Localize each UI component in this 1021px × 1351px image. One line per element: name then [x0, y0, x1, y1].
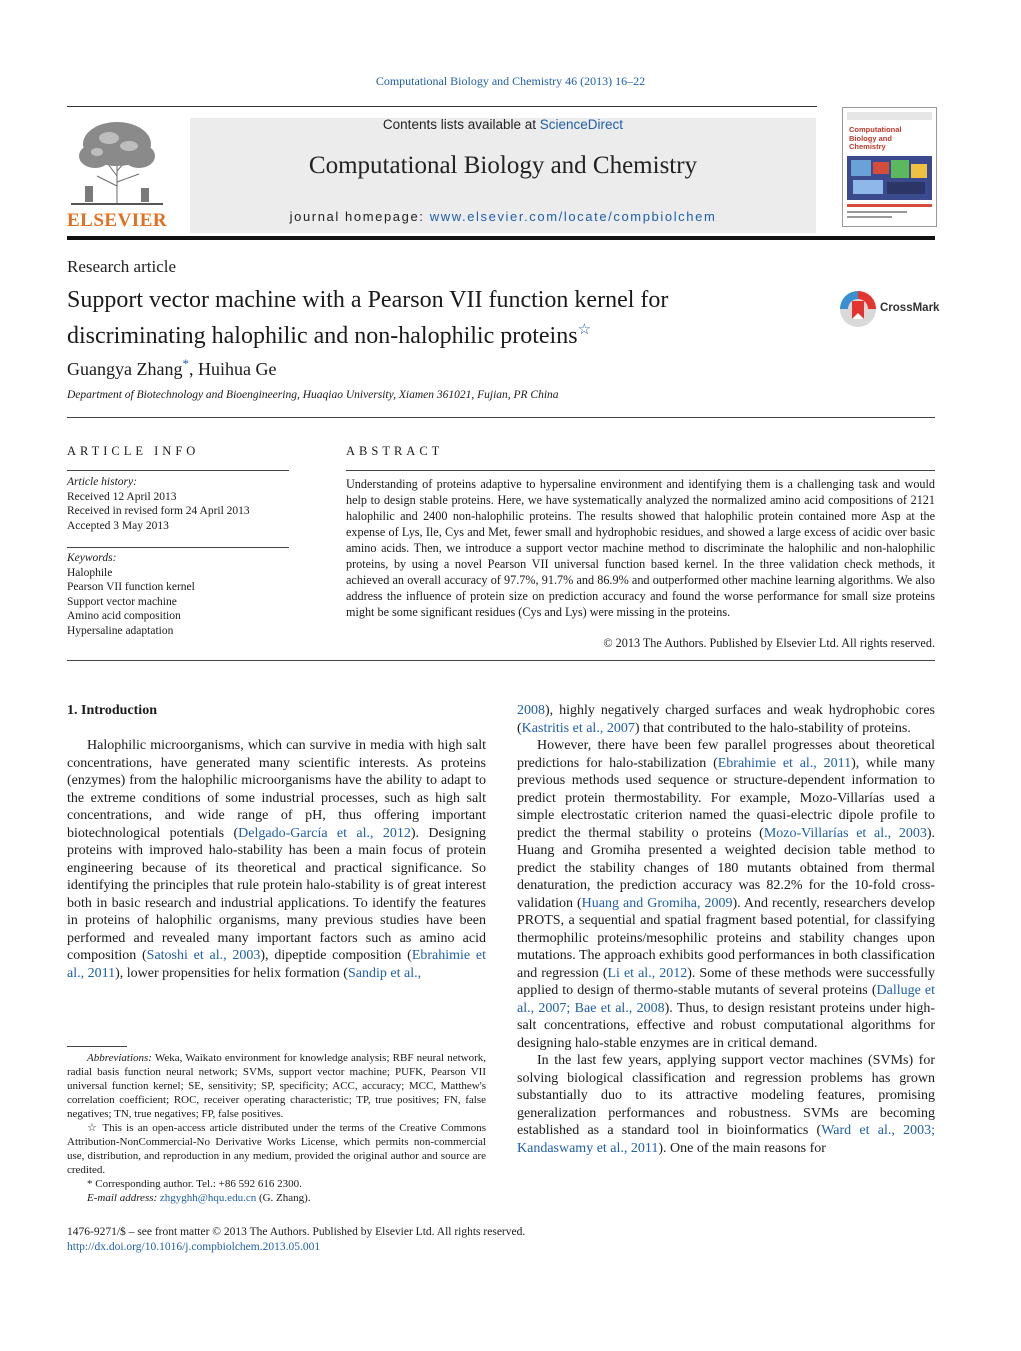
footnote-text: This is an open-access article distributed under the terms of the Creative Commons Attribution-NonCommercial-No Derivative Works License, which permits non-commercial use, distribution, and reproduction in any medium, provided the original author and source are credited.: [67, 1122, 486, 1176]
keywords-label: Keywords:: [67, 552, 117, 564]
contents-available-line: [190, 117, 816, 132]
crossmark-icon: [838, 289, 878, 329]
footnote-open-access: [67, 1121, 486, 1177]
divider: [67, 417, 935, 418]
footnote-label: Abbreviations:: [87, 1052, 152, 1064]
keyword: Pearson VII function kernel: [67, 581, 195, 593]
citation-link[interactable]: 2008: [517, 703, 545, 718]
citation-link[interactable]: Ebrahimie et al., 2011: [67, 948, 487, 981]
issn-line: 1476-9271/$ – see front matter © 2013 The Authors. Published by Elsevier Ltd. All rights reserved.: [67, 1226, 526, 1238]
body-column-left: [67, 737, 486, 982]
body-column-right: [517, 702, 935, 1157]
footnote-email: [67, 1191, 486, 1205]
text-run: Halophilic microorganisms, which can survive in media with high salt concentrations, have generated many scientific interests. As proteins (enzymes) from the halophilic microorganisms have the ability to adapt to the extreme conditions of some industrial processes, such as high salt concentrations, and wide range of pH, thus offering important biotechnological potentials (: [67, 738, 486, 841]
keywords: [67, 551, 195, 638]
text-run: ), dipeptide composition (: [260, 948, 412, 963]
paragraph: [517, 1052, 935, 1157]
history-item: Accepted 3 May 2013: [67, 519, 169, 532]
footnote-mark: ☆: [87, 1122, 99, 1134]
crossmark-label: CrossMark: [880, 302, 940, 314]
footnote-abbreviations: [67, 1051, 486, 1121]
section-heading: 1. Introduction: [67, 703, 157, 718]
corresponding-author-mark[interactable]: *: [182, 356, 189, 371]
elsevier-logo-text: ELSEVIER: [67, 210, 168, 231]
author-name: Guangya Zhang: [67, 359, 183, 379]
journal-cover-thumbnail: [842, 107, 937, 227]
footnote-rule: [67, 1046, 127, 1047]
footnote-mark: *: [87, 1178, 93, 1190]
affiliation: Department of Biotechnology and Bioengineering, Huaqiao University, Xiamen 361021, Fujian, PR China: [67, 389, 559, 401]
keyword: Support vector machine: [67, 595, 177, 608]
citation-link[interactable]: Sandip et al.,: [347, 965, 422, 981]
header-rule-top: [67, 106, 817, 107]
title-line1: Support vector machine with a Pearson VII function kernel for: [67, 287, 669, 313]
history-item: Received in revised form 24 April 2013: [67, 505, 250, 517]
footnote-text: (G. Zhang).: [256, 1192, 311, 1204]
article-title: [67, 285, 787, 351]
divider: [67, 470, 289, 471]
homepage-link[interactable]: www.elsevier.com/locate/compbiolchem: [429, 209, 717, 224]
history-label: Article history:: [67, 476, 137, 488]
cover-title-line1: Computational: [849, 125, 902, 134]
text-run: ). Thus, to design resistant proteins under high-salt concentrations, effective and robust computational algorithms for designing halo-stable enzymes are in critical demand.: [517, 1000, 936, 1051]
title-line2: discriminating halophilic and non-halophilic proteins: [67, 323, 578, 349]
footnotes: [67, 1051, 486, 1205]
text-run: In the last few years, applying support vector machines (SVMs) for solving biological classification and regression problems has grown substantially duo to its attractive modeling features, promising generalization performances and robustness. SVMs are becoming established as a standard tool in bioinformatics (: [517, 1053, 935, 1138]
email-link[interactable]: zhgyghh@hqu.edu.cn: [159, 1192, 257, 1204]
contents-prefix: Contents lists available at: [382, 117, 537, 132]
citation-link[interactable]: Ward et al., 2003; Kandaswamy et al., 2011: [517, 1123, 935, 1156]
homepage-prefix: journal homepage:: [289, 209, 425, 224]
abstract-text: Understanding of proteins adaptive to hypersaline environment and identifying them is a challenging task and would help to design stable proteins. Here, we have systematically analyzed the normalized amino acid compositions of 2121 halophilic and 2400 non-halophilic proteins. The results showed that halophilic protein contained more Asp at the expense of Lys, Ile, Cys and Met, fewer small and hydrophobic residues, and showed a large excess of acidic over basic amino acids. Then, we introduce a support vector machine method to discriminate the halophilic and non-halophilic proteins, by using a novel Pearson VII universal function based kernel. In the three validation check methods, it achieved an overall accuracy of 97.7%, 91.7% and 86.9% and outperformed other machine learning algorithms. We also address the influence of protein size on prediction accuracy and found the worse performance for small size proteins might be some significant residues (Cys and Lys) were missing in the proteins.: [346, 477, 935, 619]
citation-link[interactable]: Kastritis et al., 2007: [521, 720, 635, 736]
citation-link[interactable]: Huang and Gromiha, 2009: [581, 895, 733, 911]
cover-title-line2: Biology and: [849, 133, 892, 143]
footnote-label: E-mail address:: [87, 1192, 158, 1204]
article-history: [67, 475, 250, 533]
journal-homepage-line: [190, 209, 816, 224]
sciencedirect-link[interactable]: ScienceDirect: [539, 117, 624, 132]
text-run: However, there have been few parallel progresses about theoretical predictions for halo-stabilization (: [517, 738, 935, 771]
text-run: ), highly negatively charged surfaces and weak hydrophobic cores (: [517, 703, 935, 736]
journal-citation[interactable]: Computational Biology and Chemistry 46 (2013) 16–22: [375, 74, 646, 88]
header-rule-bottom: [67, 236, 935, 240]
footnote-corresponding: [67, 1177, 486, 1191]
keyword: Hypersaline adaptation: [67, 624, 174, 637]
journal-title: Computational Biology and Chemistry: [308, 152, 698, 179]
citation-link[interactable]: Delgado-García et al., 2012: [238, 825, 411, 841]
abstract-copyright: © 2013 The Authors. Published by Elsevier Ltd. All rights reserved.: [603, 636, 935, 650]
text-run: ). Designing proteins with improved halo-stability has been a main focus of protein engineering because of its theoretical and practical significance. So identifying the principles that rule protein halo-stability is of great interest both in basic research and industrial applications. To identify the features in proteins of halophilic organisms, many previous studies have been performed and revealed many important factors such as amino acid composition (: [67, 825, 486, 963]
citation-link[interactable]: Dalluge et al., 2007; Bae et al., 2008: [517, 983, 936, 1016]
text-run: ). Huang and Gromiha presented a weighted decision table method to predict the stability changes of 180 mutants obtained from thermal denaturation, the prediction accuracy was 82.2% for the 10-fold cross-validation (: [517, 825, 936, 911]
text-run: ) that contributed to the halo-stability of proteins.: [634, 720, 911, 736]
citation-link[interactable]: Satoshi et al., 2003: [146, 948, 261, 963]
footnote-text: Corresponding author. Tel.: +86 592 616 2300.: [92, 1178, 302, 1190]
keyword: Amino acid composition: [67, 610, 181, 622]
text-run: ). One of the main reasons for: [658, 1140, 826, 1156]
author-separator: ,: [188, 359, 198, 379]
text-run: ), while many previous methods used sequence or structure-dependent information to predict protein thermostability. For example, Mozo-Villarías used a simple electrostatic criterion named the quasi-electric dipole profile to predict the thermal stability o proteins (: [517, 755, 936, 841]
doi-link[interactable]: http://dx.doi.org/10.1016/j.compbiolchem.2013.05.001: [67, 1241, 321, 1253]
article-type: Research article: [67, 257, 177, 276]
author-list: [67, 356, 276, 380]
keyword: Halophile: [67, 566, 113, 579]
text-run: ). And recently, researchers develop PROTS, a sequential and spatial fragment based potential, for classifying thermophilic proteins/mesophilic proteins and stability changes upon mutations. The approach exhibits good performances in both classification and regression (: [517, 895, 935, 981]
crossmark-badge[interactable]: [838, 289, 938, 329]
citation-link[interactable]: Ebrahimie et al., 2011: [717, 755, 852, 771]
history-item: Received 12 April 2013: [67, 490, 177, 503]
cover-title-line3: Chemistry: [849, 142, 886, 151]
footnote-text: Weka, Waikato environment for knowledge analysis; RBF neural network, radial basis function neural network; SVMs, support vector machine; PUFK, Pearson VII universal function kernel; SE, sensitivity; SP, specificity; ACC, accuracy; MCC, Matthew's correlation coefficient; ROC, receiver operating characteristic; TP, true positives; FN, false negatives; TN, true negatives; FP, false positives.: [67, 1052, 486, 1120]
citation-link[interactable]: Li et al., 2012: [607, 965, 688, 981]
abstract-heading: ABSTRACT: [346, 444, 444, 458]
text-run: ), lower propensities for helix formation (: [115, 965, 348, 981]
article-info-heading: ARTICLE INFO: [67, 444, 200, 458]
paragraph: [517, 737, 935, 1052]
citation-link[interactable]: Mozo-Villarías et al., 2003: [763, 825, 927, 841]
paragraph: [67, 737, 486, 982]
paragraph: [517, 702, 935, 737]
divider: [346, 470, 935, 471]
divider: [67, 660, 935, 661]
author-name: Huihua Ge: [197, 359, 277, 379]
title-footnote-mark[interactable]: ☆: [577, 322, 592, 338]
divider: [67, 547, 289, 548]
text-run: ). Some of these methods were successfully applied to design of thermo-stable mutants of several proteins (: [517, 965, 935, 998]
